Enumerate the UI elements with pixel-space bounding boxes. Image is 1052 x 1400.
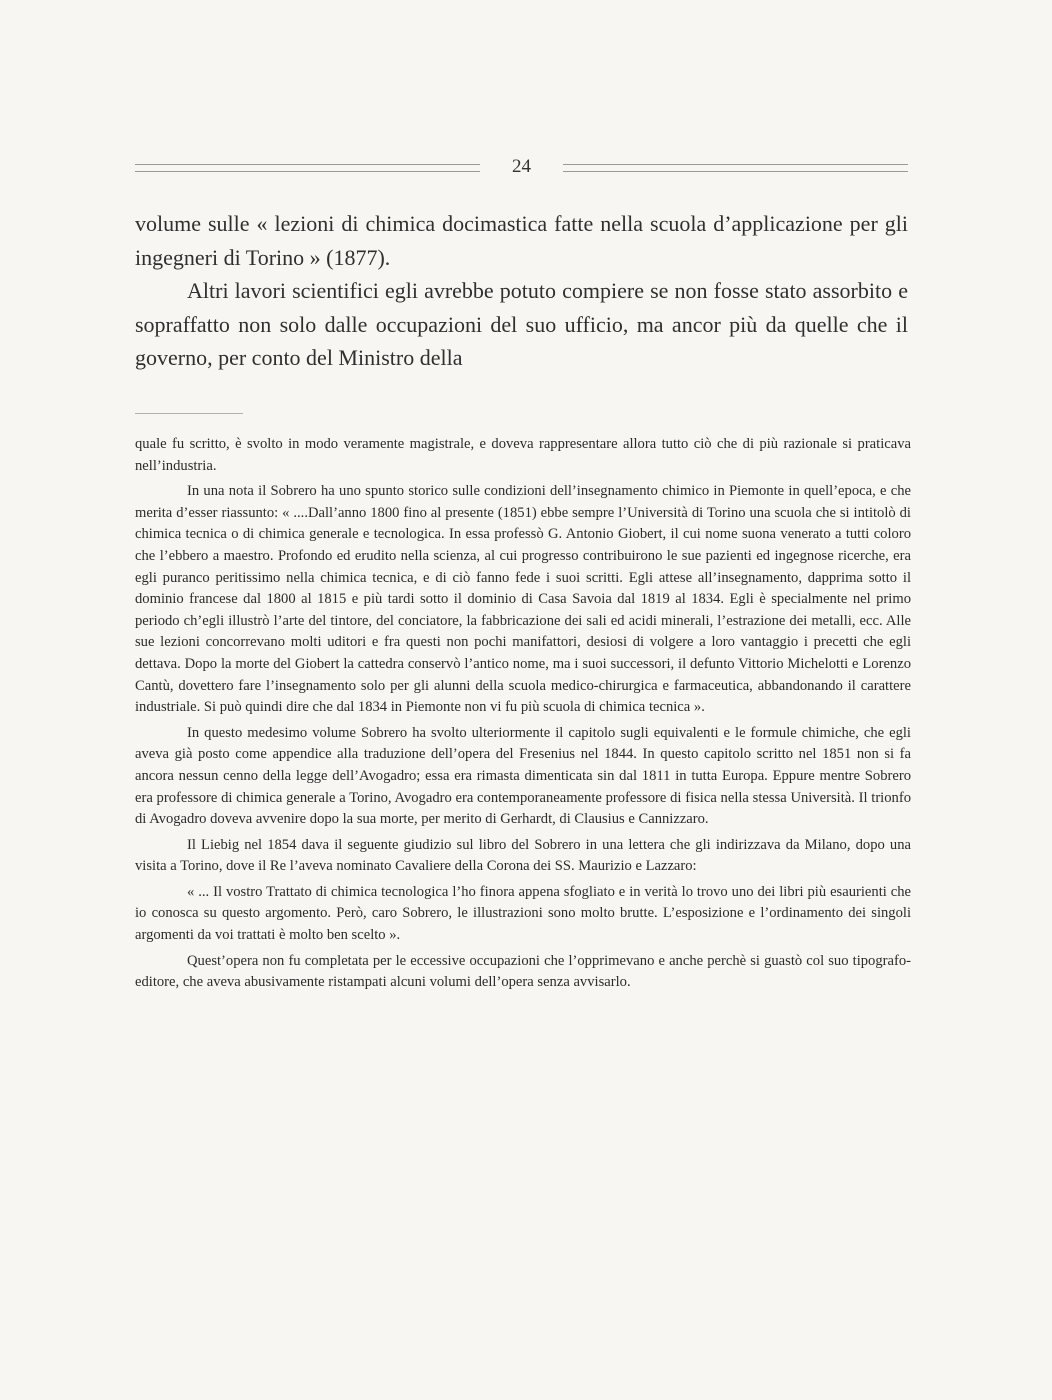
header-rule-right	[563, 164, 908, 172]
page-number: 24	[512, 156, 531, 177]
page-header	[135, 150, 908, 186]
main-text	[135, 207, 908, 375]
footnote-paragraph-5: « ... Il vostro Trattato di chimica tecnologica l’ho finora appena sfogliato e in verità lo trovo uno dei libri più esaurienti che io conosca su questo argomento. Però, caro Sobrero, le illustrazioni sono molto brutte. L’esposizione e l’ordinamento dei singoli argomenti da voi trattati è molto ben scelto ».	[135, 883, 911, 944]
header-rule-left	[135, 164, 480, 172]
footnote-separator	[135, 413, 243, 414]
footnote-paragraph-3: In questo medesimo volume Sobrero ha svolto ulteriormente il capitolo sugli equivalenti e le formule chimiche, che egli aveva già posto come appendice alla traduzione dell’opera del Fresenius nel 1844. In questo capitolo scritto nel 1851 non si fa ancora nessun cenno della legge dell’Avogadro; essa era rimasta dimenticata sin dal 1811 in tutta Europa. Eppure mentre Sobrero era professore di chimica generale a Torino, Avogadro era contemporaneamente professore di fisica nella stessa Università. Il trionfo di Avogadro doveva avvenire dopo la sua morte, per merito di Gerhardt, di Clausius e Cannizzaro.	[135, 724, 911, 828]
footnotes	[135, 434, 911, 998]
main-paragraph-2: Altri lavori scientifici egli avrebbe potuto compiere se non fosse stato assorbito e sopraffatto non solo dalle occupazioni del suo ufficio, ma ancor più da quelle che il governo, per conto del Ministro della	[135, 278, 908, 370]
footnote-paragraph-2: In una nota il Sobrero ha uno spunto storico sulle condizioni dell’insegnamento chimico in Piemonte in quell’epoca, e che merita d’esser riassunto: « ....Dall’anno 1800 fino al presente (1851) ebbe sempre l’Università di Torino una scuola che si intitolò di chimica tecnica o di chimica generale e tecnologica. In essa professò G. Antonio Giobert, il cui nome suona venerato a tutti coloro che l’ebbero a maestro. Profondo ed erudito nella scienza, al cui progresso contribuirono le sue pazienti ed ingegnose ricerche, era egli puranco peritissimo nella chimica tecnica, e di ciò fanno fede i suoi scritti. Egli attese all’insegnamento, dapprima sotto il dominio francese dal 1800 al 1815 e più tardi sotto il dominio di Casa Savoia dal 1819 al 1834. Egli è specialmente nel primo periodo ch’egli illustrò l’arte del tintore, del conciatore, la fabbricazione dei sali ed acidi minerali, l’estrazione dei metalli, ecc. Alle sue lezioni concorrevano molti uditori e fra questi non pochi manifattori, desiosi di volgere a loro vantaggio i precetti che egli dettava. Dopo la morte del Giobert la cattedra conservò l’antico nome, ma i suoi successori, il defunto Vittorio Michelotti e Lorenzo Cantù, dovettero fare l’insegnamento solo per gli alunni della scuola medico-chirurgica e farmaceutica, abbandonando il carattere industriale. Si può quindi dire che dal 1834 in Piemonte non vi fu più scuola di chimica tecnica ».	[135, 483, 911, 716]
footnote-paragraph-4: Il Liebig nel 1854 dava il seguente giudizio sul libro del Sobrero in una lettera che gli indirizzava da Milano, dopo una visita a Torino, dove il Re l’aveva nominato Cavaliere della Corona dei SS. Maurizio e Lazzaro:	[135, 836, 911, 875]
main-paragraph-1: volume sulle « lezioni di chimica docimastica fatte nella scuola d’applicazione per gli ingegneri di Torino » (1877).	[135, 211, 908, 270]
footnote-paragraph-1: quale fu scritto, è svolto in modo veramente magistrale, e doveva rappresentare allora tutto ciò che di più razionale si praticava nell’industria.	[135, 436, 911, 474]
footnote-paragraph-6: Quest’opera non fu completata per le eccessive occupazioni che l’opprimevano e anche perchè si guastò col suo tipografo-editore, che aveva abusivamente ristampati alcuni volumi dell’opera senza avvisarlo.	[135, 952, 911, 991]
